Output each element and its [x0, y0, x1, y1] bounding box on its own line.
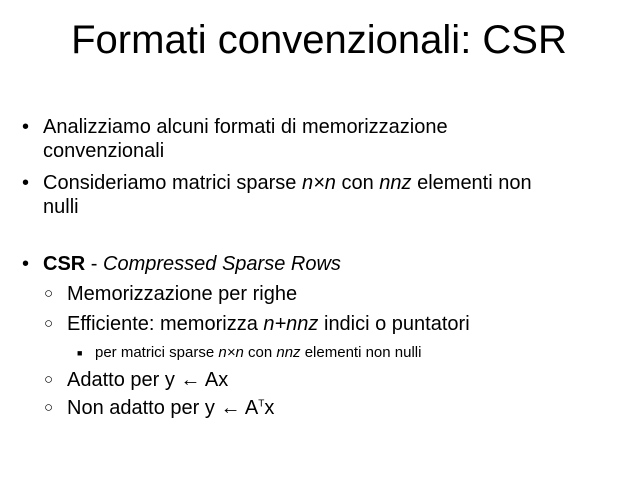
bullet-marker: • [22, 253, 30, 275]
math-n-plus-nnz: n+nnz [263, 313, 319, 335]
transpose-superscript: T [258, 398, 265, 410]
csr-label: CSR [43, 253, 86, 275]
text-segment: Efficiente: memorizza [67, 313, 264, 335]
bullet-marker: • [22, 116, 30, 138]
sub-bullet-marker: ○ [44, 285, 54, 302]
text-segment: elementi non [411, 172, 532, 194]
text-segment: per matrici sparse [95, 344, 219, 361]
text-segment: Adatto per y [67, 369, 181, 391]
text-segment: Ax [200, 369, 229, 391]
math-nnz: nnz [379, 172, 412, 194]
csr-expansion: Compressed Sparse Rows [103, 253, 341, 275]
sub-bullet-text [67, 368, 228, 392]
text-segment: Non adatto per y [67, 397, 221, 419]
text-segment: x [264, 397, 275, 419]
bullet-text: convenzionali [43, 140, 165, 162]
text-segment: indici o puntatori [318, 313, 470, 335]
text-segment: A [240, 397, 259, 419]
sub-bullet-text [67, 312, 470, 336]
text-segment: con [335, 172, 380, 194]
bullet-text [43, 171, 532, 195]
sub-bullet-marker: ○ [44, 315, 54, 332]
left-arrow-icon: ← [220, 397, 241, 419]
sub-bullet-text: Memorizzazione per righe [67, 283, 298, 305]
bullet-text: Analizziamo alcuni formati di memorizzazione [43, 116, 448, 138]
text-segment: elementi non nulli [300, 344, 422, 361]
sub-bullet-marker: ○ [44, 371, 54, 388]
bullet-text: nulli [43, 196, 79, 218]
bullet-marker: • [22, 172, 30, 194]
math-n-by-n: n×n [218, 344, 244, 361]
bullet-text [43, 252, 341, 276]
math-n-by-n: n×n [301, 172, 336, 194]
square-bullet-marker: ■ [77, 348, 83, 358]
sub-bullet-marker: ○ [44, 399, 54, 416]
text-segment: Consideriamo matrici sparse [43, 172, 302, 194]
slide-title: Formati convenzionali: CSR [71, 18, 567, 62]
sub-sub-bullet-text [95, 341, 421, 365]
text-segment: - [85, 253, 104, 275]
text-segment: con [243, 344, 277, 361]
sub-bullet-text [67, 396, 274, 420]
math-nnz: nnz [276, 344, 301, 361]
left-arrow-icon: ← [180, 369, 201, 391]
